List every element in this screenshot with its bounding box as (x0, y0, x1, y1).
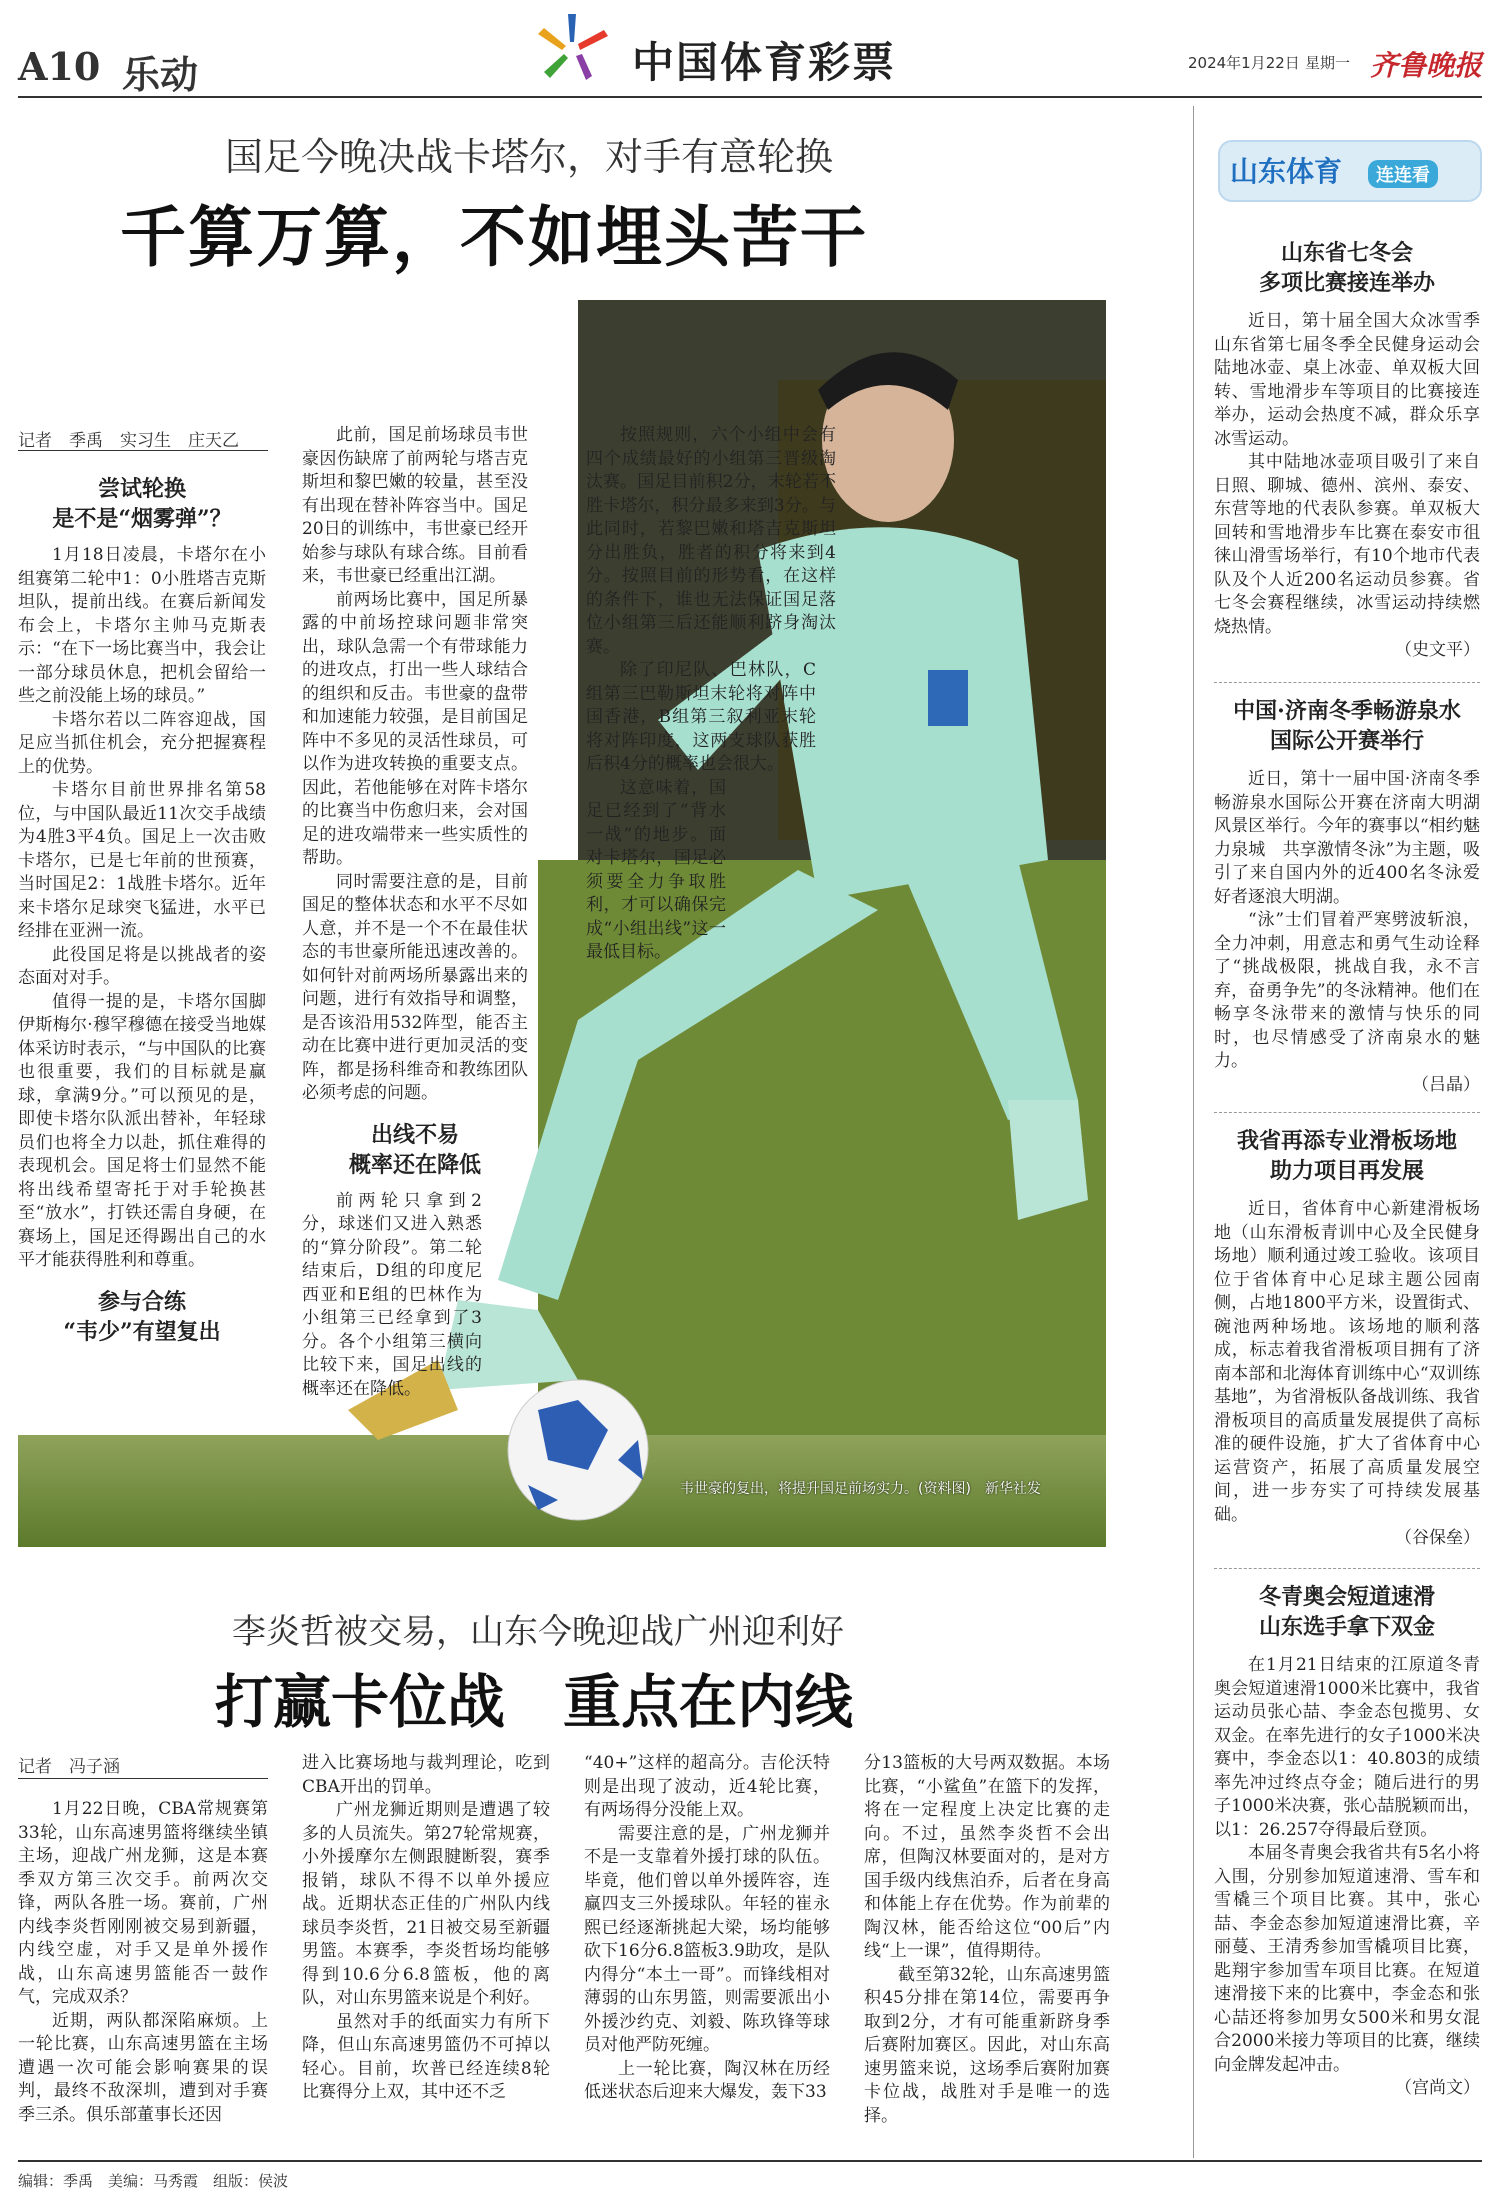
paragraph: 卡塔尔目前世界排名第58位，与中国队最近11次交手战绩为4胜3平4负。国足上一次击败卡塔尔，已是七年前的世预赛，当时国足2：1战胜卡塔尔。近年来卡塔尔足球突飞猛进，水平已经排在亚洲一流。 (18, 780, 266, 941)
sub-line: 参与合练 (97, 1288, 186, 1315)
sidebar-item-title (1214, 1126, 1480, 1186)
sidebar-sign: （吕晶） (1412, 1074, 1480, 1095)
paragraph: 在1月21日结束的江原道冬青奥会短道速滑1000米比赛中，我省运动员张心喆、李金态包揽男、女双金。在率先进行的女子1000米决赛中，李金态以1：40.803的成绩率先冲过终点夺金；随后进行的男子1000米决赛，张心喆脱颖而出，以1：26.257夺得最后登顶。 (1214, 1655, 1480, 1840)
byline-rule (18, 450, 268, 451)
story1-sub1 (18, 474, 266, 534)
paragraph: 前两轮只拿到2分，球迷们又进入熟悉的“算分阶段”。第二轮结束后，D组的印度尼西亚和E组的巴林作为小组第三已经拿到了3分。各个小组第三横向比较下来，国足出线的概率还在降低。 (302, 1190, 482, 1399)
title-line: 冬青奥会短道速滑 (1258, 1584, 1435, 1610)
paragraph: 需要注意的是，广州龙狮并不是一支靠着外援打球的队伍。毕竟，他们曾以单外援阵容，连赢四支三外援球队。年轻的崔永熙已经逐渐挑起大梁，场均能够砍下16分6.8篮板3.9助攻，是队内得分“本土一哥”。而锋线相对薄弱的山东男篮，则需要派出小外援沙约克、刘毅、陈玖锋等球员对他严防死缠。 (584, 1823, 830, 2055)
sidebar-sign: （史文平） (1395, 640, 1480, 660)
sub-line: 出线不易 (370, 1121, 459, 1148)
title-line: 多项比赛接连举办 (1258, 270, 1435, 296)
sidebar-sign: （宫尚文） (1395, 2078, 1480, 2098)
sidebar-rule (1214, 682, 1480, 683)
paragraph: 分13篮板的大号两双数据。本场比赛，“小鲨鱼”在篮下的发挥，将在一定程度上决定比赛的走向。不过，虽然李炎哲不会出席，但陶汉林要面对的，是对方国手级内线焦泊乔，后者在身高和体能上存在优势。作为前辈的陶汉林，能否给这位“00后”内线“上一课”，值得期待。 (864, 1753, 1110, 1961)
sidebar-rule (1214, 1112, 1480, 1113)
story1-col2 (302, 424, 528, 1401)
footer-rule (18, 2160, 1482, 2162)
story2-headline: 打赢卡位战 重点在内线 (215, 1668, 854, 1736)
title-line: 中国·济南冬季畅游泉水 (1233, 698, 1461, 724)
paper-name: 齐鲁晚报 (1370, 49, 1483, 82)
weekday: 星期一 (1305, 54, 1351, 72)
story2-col2 (302, 1752, 550, 2105)
sidebar-divider (1193, 106, 1194, 2158)
story1-byline: 记者 季禹 实习生 庄天乙 (18, 431, 239, 451)
page-number: A10 (18, 44, 101, 89)
paragraph: 1月18日凌晨，卡塔尔在小组赛第二轮中1：0小胜塔吉克斯坦队，提前出线。在赛后新闻发布会上，卡塔尔主帅马克斯表示：“在下一场比赛当中，我会让一部分球员休息，把机会留给一些之前没能上场的球员。” (18, 545, 266, 706)
paragraph: 1月22日晚，CBA常规赛第33轮，山东高速男篮将继续坐镇主场，迎战广州龙狮，这是本赛季双方第三次交手。前两次交锋，两队各胜一场。赛前，广州内线李炎哲刚刚被交易到新疆，内线空虚，对手又是单外援作战，山东高速男篮能否一鼓作气，完成双杀？ (18, 1799, 268, 2007)
story1-col1 (18, 460, 266, 1357)
story1-sub2 (18, 1287, 266, 1347)
story2-byline: 记者 冯子涵 (18, 1757, 120, 1777)
sidebar-item (1214, 696, 1480, 1097)
story2-kicker: 李炎哲被交易，山东今晚迎战广州迎利好 (232, 1612, 844, 1652)
paragraph: 除了印尼队、巴林队，C组第三巴勒斯坦末轮将对阵中国香港，B组第三叙利亚末轮将对阵印度，这两支球队获胜后积4分的概率也会很大。 (586, 660, 816, 774)
paragraph: 同时需要注意的是，目前国足的整体状态和水平不尽如人意，并不是一个不在最佳状态的韦世豪所能迅速改善的。如何针对前两场所暴露出来的问题，进行有效指导和调整，是否该沿用532阵型，能否主动在比赛中进行更加灵活的变阵，都是扬科维奇和教练团队必须考虑的问题。 (302, 871, 528, 1103)
paragraph: 前两场比赛中，国足所暴露的中前场控球问题非常突出，球队急需一个有带球能力的进攻点，打出一些人球结合的组织和反击。韦世豪的盘带和加速能力较强，是目前国足阵中不多见的灵活性球员，可以作为进攻转换的重要支点。因此，若他能够在对阵卡塔尔的比赛当中伤愈归来，会对国足的进攻端带来一些实质性的帮助。 (302, 589, 528, 868)
paragraph: 进入比赛场地与裁判理论，吃到CBA开出的罚单。 (302, 1753, 550, 1797)
paragraph: “泳”士们冒着严寒劈波斩浪，全力冲刺，用意志和勇气生动诠释了“挑战极限，挑战自我，永不言弃，奋勇争先”的冬泳精神。他们在畅享冬泳带来的激情与快乐的同时，也尽情感受了济南泉水的魅力。 (1214, 910, 1480, 1071)
footer-credits: 编辑：季禹 美编：马秀霞 组版：侯波 (18, 2172, 289, 2190)
sidebar-banner (1218, 140, 1482, 202)
sidebar-item (1214, 1126, 1480, 1551)
sub-line: “韦少”有望复出 (63, 1318, 221, 1345)
title-line: 我省再添专业滑板场地 (1236, 1128, 1457, 1154)
paragraph: 近期，两队都深陷麻烦。上一轮比赛，山东高速男篮在主场遭遇一次可能会影响赛果的误判，最终不敌深圳，遭到对手赛季三杀。俱乐部董事长还因 (18, 2010, 268, 2125)
sidebar-item-title (1214, 696, 1480, 756)
paragraph: 近日，第十届全国大众冰雪季山东省第七届冬季全民健身运动会陆地冰壶、桌上冰壶、单双板大回转、雪地滑步车等项目的比赛接连举办，运动会热度不减，群众乐享冰雪运动。 (1214, 311, 1480, 449)
sub-line: 尝试轮换 (97, 476, 186, 502)
issue-date: 2024年1月22日 (1188, 54, 1300, 72)
paragraph: 近日，第十一届中国·济南冬季畅游泉水国际公开赛在济南大明湖风景区举行。今年的赛事以“相约魅力泉城 共享激情冬泳”为主题，吸引了来自国内外的近400名冬泳爱好者逐浪大明湖。 (1214, 769, 1480, 907)
paragraph: 本届冬青奥会我省共有5名小将入围，分别参加短道速滑、雪车和雪橇三个项目比赛。其中，张心喆、李金态参加短道速滑比赛，辛丽蔓、王清秀参加雪橇项目比赛，匙翔宇参加雪车项目比赛。在短道速滑接下来的比赛中，李金态和张心喆还将参加男女500米和男女混合2000米接力等项目的比赛，继续向金牌发起冲击。 (1214, 1843, 1480, 2075)
section-name: 乐动 (122, 52, 199, 97)
paragraph: 按照规则，六个小组中会有四个成绩最好的小组第三晋级淘汰赛。国足目前积2分，末轮若不胜卡塔尔，积分最多来到3分。与此同时，若黎巴嫩和塔吉克斯坦分出胜负，胜者的积分将来到4分。按照目前的形势看，在这样的条件下，谁也无法保证国足落位小组第三后还能顺利跻身淘汰赛。 (586, 425, 836, 657)
paragraph: 上一轮比赛，陶汉林在历经低迷状态后迎来大爆发，轰下33 (584, 2058, 830, 2102)
title-line: 助力项目再发展 (1269, 1158, 1424, 1184)
story1-col3 (586, 424, 836, 965)
sidebar-rule (1214, 1568, 1480, 1569)
paragraph: 近日，省体育中心新建滑板场地（山东滑板青训中心及全民健身场地）顺利通过竣工验收。该项目位于省体育中心足球主题公园南侧，占地1800平方米，设置街式、碗池两种场地。该场地的顺利落成，标志着我省滑板项目拥有了济南本部和北海体育训练中心“双训练基地”，为省滑板队备战训练、我省滑板项目的高质量发展提供了高标准的硬件设施，扩大了省体育中心运营资产，拓展了高质量发展空间，进一步夯实了可持续发展基础。 (1214, 1199, 1480, 1525)
paragraph: 此役国足将是以挑战者的姿态面对对手。 (18, 944, 266, 988)
story1-headline: 千算万算，不如埋头苦干 (120, 198, 868, 276)
story1-sub3 (302, 1120, 528, 1180)
title-line: 山东省七冬会 (1280, 240, 1413, 266)
story1-kicker: 国足今晚决战卡塔尔，对手有意轮换 (225, 135, 834, 179)
paragraph: 虽然对手的纸面实力有所下降，但山东高速男篮仍不可掉以轻心。目前，坎普已经连续8轮比赛得分上双，其中还不乏 (302, 2011, 550, 2102)
sub-line: 是不是“烟雾弹”？ (52, 506, 232, 532)
paragraph: 截至第32轮，山东高速男篮积45分排在第14位，需要再争取到2分，才有可能重新跻身季后赛附加赛区。因此，对山东高速男篮来说，这场季后赛附加赛卡位战，战胜对手是唯一的选择。 (864, 1964, 1110, 2126)
title-line: 山东选手拿下双金 (1258, 1614, 1435, 1640)
story2-col4 (864, 1752, 1110, 2128)
story2-col3 (584, 1752, 830, 2105)
sub-line: 概率还在降低 (348, 1151, 481, 1178)
lottery-logo-icon (530, 8, 612, 88)
paragraph: 这意味着，国足已经到了“背水一战”的地步。面对卡塔尔，国足必须要全力争取胜利，才可以确保完成“小组出线”这一最低目标。 (586, 777, 726, 962)
story2-col1 (18, 1798, 268, 2127)
paragraph: “40+”这样的超高分。吉伦沃特则是出现了波动，近4轮比赛，有两场得分没能上双。 (584, 1753, 830, 1820)
sidebar-item-title (1214, 238, 1480, 298)
sidebar-item-title (1214, 1582, 1480, 1642)
title-line: 国际公开赛举行 (1269, 728, 1424, 754)
paragraph: 广州龙狮近期则是遭遇了较多的人员流失。第27轮常规赛，小外援摩尔左侧跟腱断裂，赛季报销，球队不得不以单外援应战。近期状态正佳的广州队内线球员李炎哲，21日被交易至新疆男篮。本赛季，李炎哲场均能够得到10.6分6.8篮板，他的离队，对山东男篮来说是个利好。 (302, 1800, 550, 2008)
banner-tag: 连连看 (1368, 160, 1438, 188)
banner-main: 山东体育 (1230, 155, 1343, 188)
paragraph: 值得一提的是，卡塔尔国脚伊斯梅尔·穆罕穆德在接受当地媒体采访时表示，“与中国队的比赛也很重要，我们的目标就是赢球，拿满9分。”可以预见的是，即使卡塔尔队派出替补，年轻球员们也将全力以赴，抓住难得的表现机会。国足将士们显然不能将出线希望寄托于对手轮换甚至“放水”，打铁还需自身硬，在赛场上，国足还得踢出自己的水平才能获得胜利和尊重。 (18, 991, 266, 1270)
paragraph: 此前，国足前场球员韦世豪因伤缺席了前两轮与塔吉克斯坦和黎巴嫩的较量，甚至没有出现在替补阵容当中。国足20日的训练中，韦世豪已经开始参与球队有球合练。目前看来，韦世豪已经重出江湖。 (302, 425, 528, 586)
paragraph: 其中陆地冰壶项目吸引了来自日照、聊城、德州、滨州、泰安、东营等地的代表队参赛。单双板大回转和雪地滑步车比赛在泰安市徂徕山滑雪场举行，有10个地市代表队及个人近200名运动员参赛。省七冬会赛程继续，冰雪运动持续燃烧热情。 (1214, 452, 1480, 637)
sidebar-item (1214, 238, 1480, 663)
sidebar-item (1214, 1582, 1480, 2101)
photo-caption: 韦世豪的复出，将提升国足前场实力。(资料图) 新华社发 (680, 1481, 1041, 1497)
sidebar-sign: （谷保垒） (1395, 1528, 1480, 1548)
byline-rule (18, 1778, 268, 1779)
paragraph: 卡塔尔若以二阵容迎战，国足应当抓住机会，充分把握赛程上的优势。 (18, 709, 266, 777)
header-rule (18, 96, 1482, 98)
lottery-name: 中国体育彩票 (632, 38, 897, 87)
